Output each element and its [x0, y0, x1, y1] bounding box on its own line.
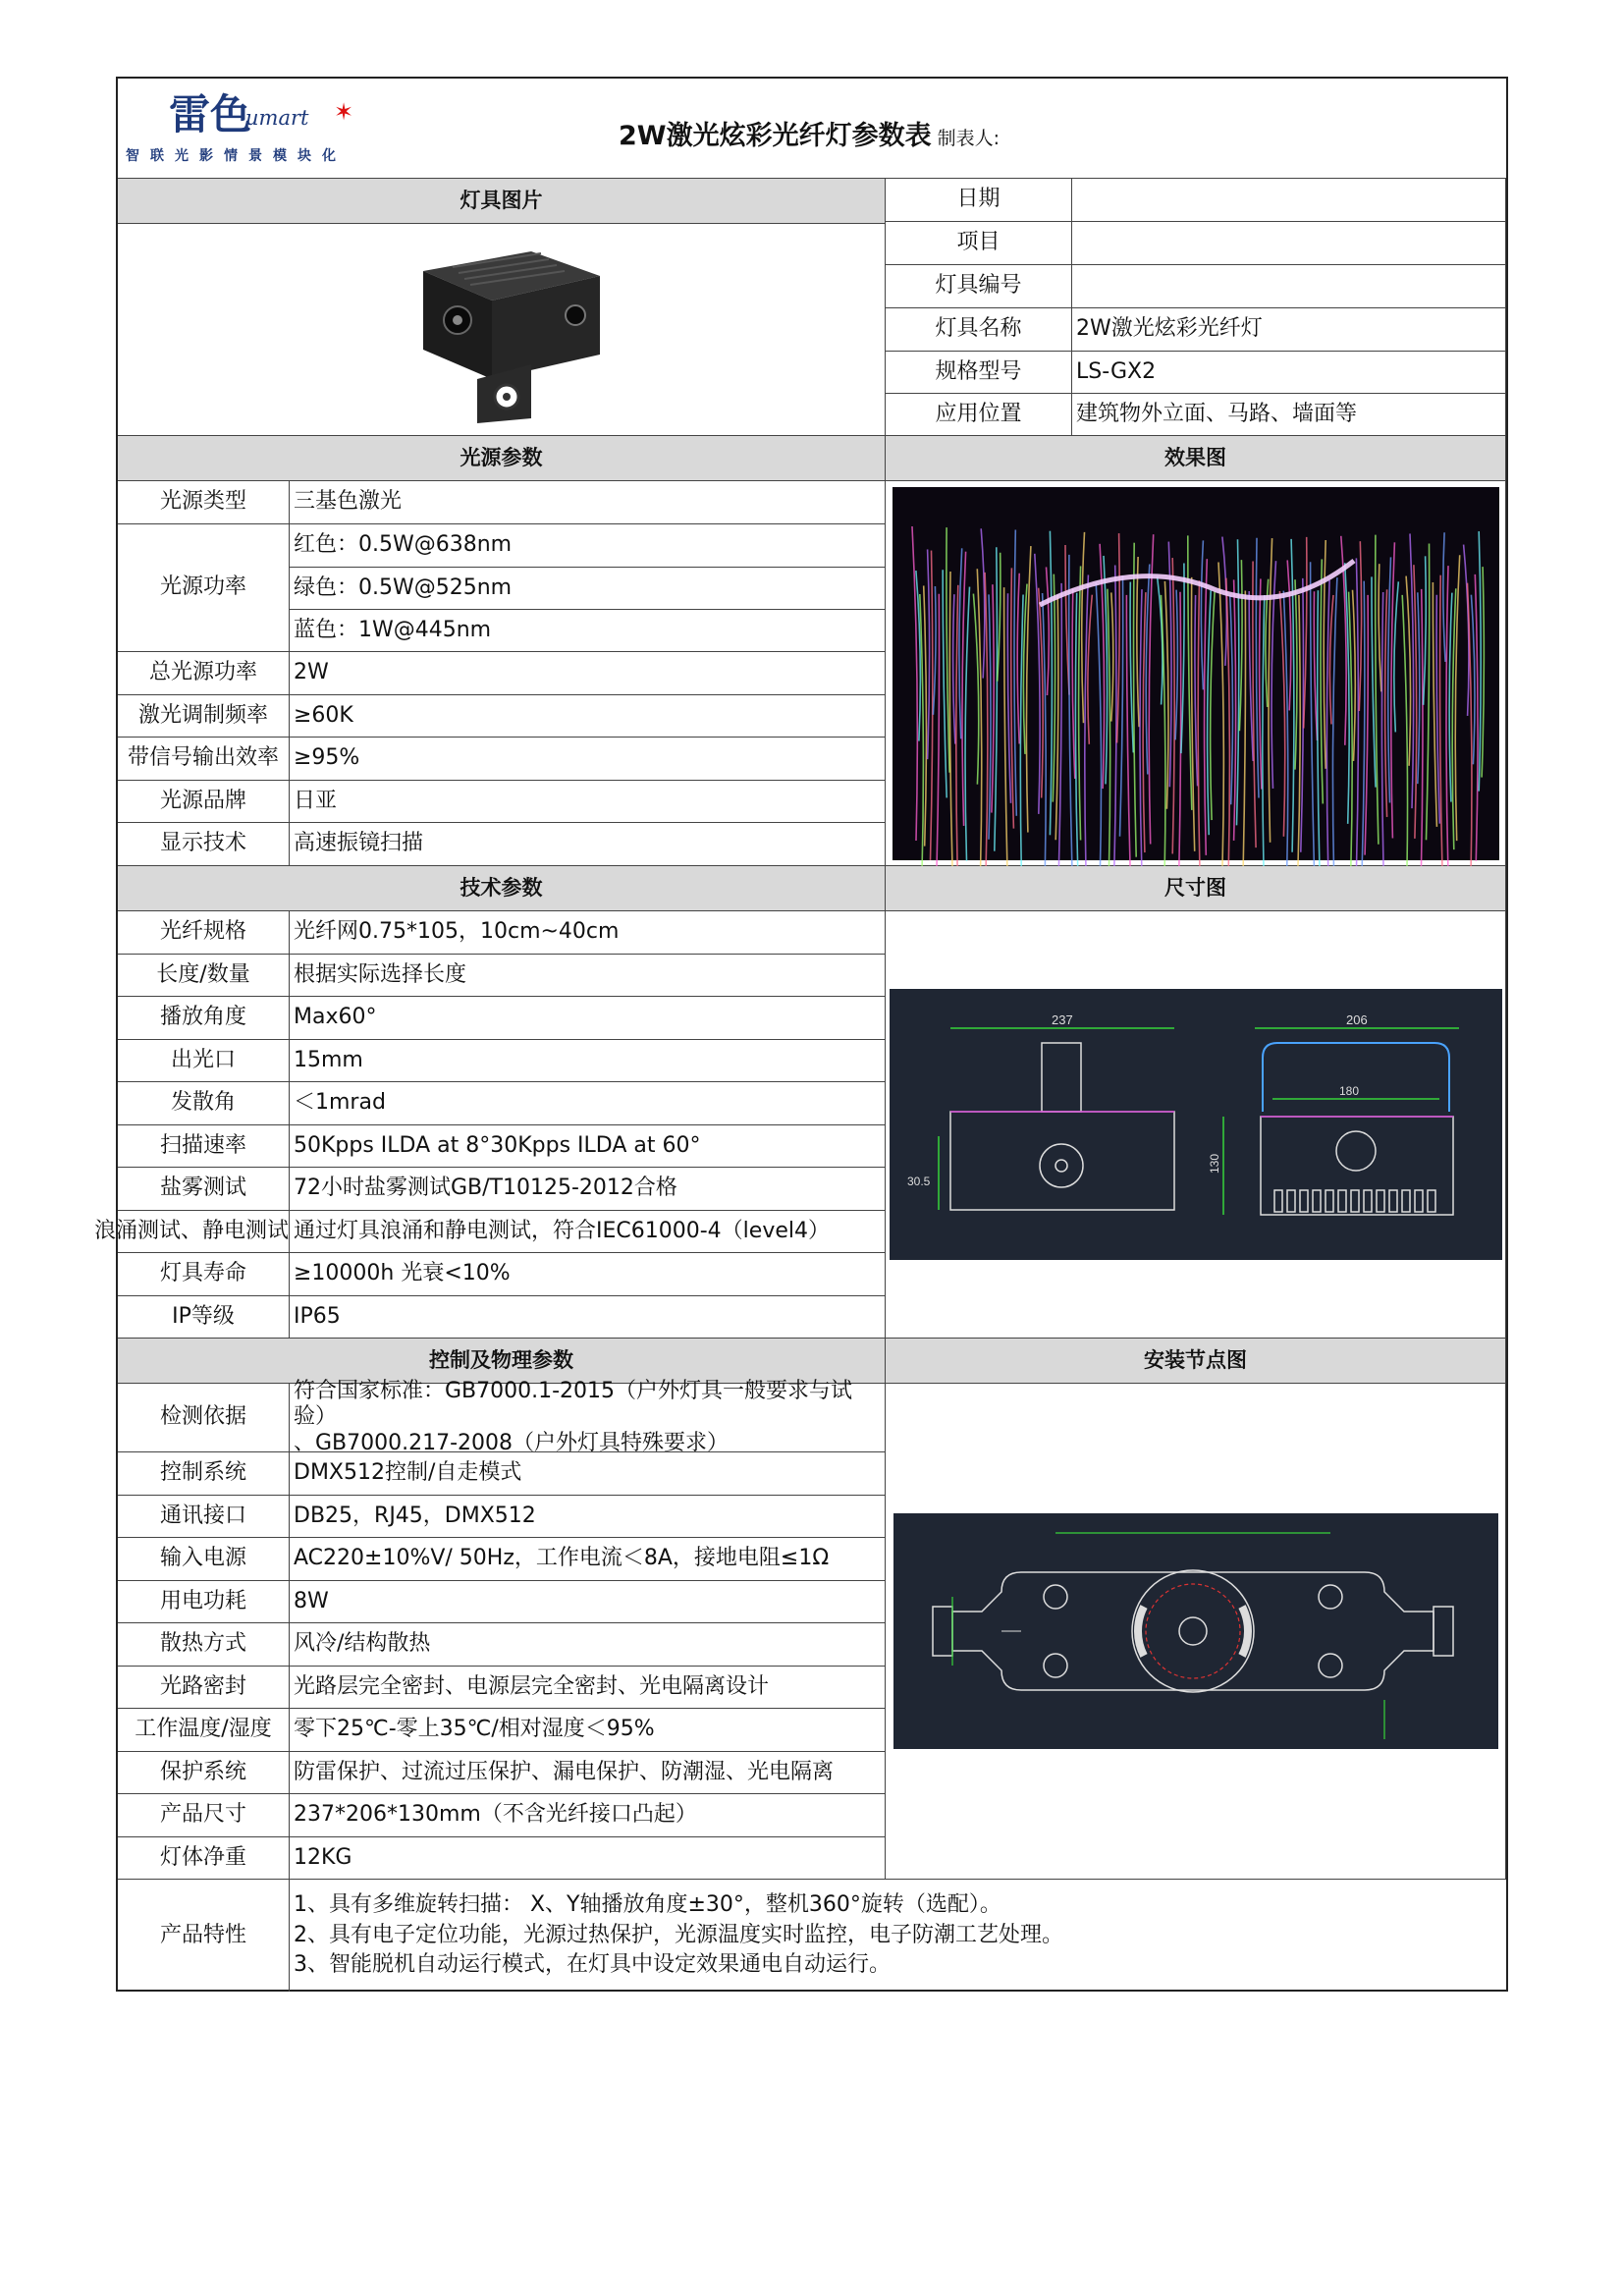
ls-label-1: 激光调制频率: [118, 695, 290, 738]
logo-english: umart: [245, 106, 309, 130]
feature-line-3: 3、智能脱机自动运行模式，在灯具中设定效果通电自动运行。: [294, 1952, 891, 1978]
ctrl-value-4: 风冷/结构散热: [290, 1623, 886, 1667]
light-source-header: 光源参数: [118, 436, 886, 481]
ls-label-4: 显示技术: [118, 823, 290, 866]
info-value-1: [1072, 222, 1506, 265]
ls-value-2: ≥95%: [290, 738, 886, 781]
dim-left-width: 237: [1051, 1012, 1073, 1027]
dim-inner-width: 180: [1338, 1084, 1359, 1098]
feature-line-2: 2、具有电子定位功能，光源过热保护，光源温度实时监控，电子防潮工艺处理。: [294, 1922, 1063, 1947]
tech-label-9: IP等级: [118, 1296, 290, 1339]
dim-height: 130: [1207, 1153, 1221, 1174]
tech-label-5: 扫描速率: [118, 1125, 290, 1168]
tech-label-1: 长度/数量: [118, 955, 290, 997]
install-node-drawing: [893, 1513, 1498, 1749]
ls-value-3: 日亚: [290, 781, 886, 823]
ctrl-value-3: 8W: [290, 1581, 886, 1623]
ctrl-value-0: DMX512控制/自走模式: [290, 1452, 886, 1496]
lamp-image-cell: [118, 224, 886, 436]
title-text: 2W激光炫彩光纤灯参数表: [619, 121, 932, 151]
tech-value-1: 根据实际选择长度: [290, 955, 886, 997]
spec-sheet: [93, 77, 1508, 1992]
technical-header: 技术参数: [118, 866, 886, 911]
tech-label-7: 浪涌测试、静电测试: [118, 1211, 290, 1253]
tech-label-4: 发散角: [118, 1082, 290, 1125]
lamp-product-image: [384, 232, 620, 428]
ctrl-value-9: 12KG: [290, 1837, 886, 1880]
dimension-header: 尺寸图: [886, 866, 1506, 911]
info-value-0: [1072, 179, 1506, 222]
author-label: 制表人:: [937, 128, 1000, 149]
tech-value-8: ≥10000h 光衰<10%: [290, 1253, 886, 1296]
install-header: 安装节点图: [886, 1339, 1506, 1384]
tech-value-5: 50Kpps ILDA at 8°30Kpps ILDA at 60°: [290, 1125, 886, 1168]
type-value: 三基色激光: [290, 481, 886, 524]
features-value: [290, 1880, 1506, 1992]
info-value-2: [1072, 265, 1506, 308]
power-value-red: 红色：0.5W@638nm: [290, 524, 886, 568]
tech-value-9: IP65: [290, 1296, 886, 1339]
ls-label-3: 光源品牌: [118, 781, 290, 823]
info-value-3: 2W激光炫彩光纤灯: [1072, 308, 1506, 352]
type-label: 光源类型: [118, 481, 290, 524]
page-title: [619, 114, 1000, 152]
title-row: [118, 79, 1506, 179]
star-icon: ✶: [334, 98, 354, 126]
ctrl-value-6: 零下25℃-零上35℃/相对湿度＜95%: [290, 1709, 886, 1752]
feature-line-1: 1、具有多维旋转扫描： X、Y轴播放角度±30°，整机360°旋转（选配）。: [294, 1891, 1001, 1917]
tech-value-4: ＜1mrad: [290, 1082, 886, 1125]
info-label-3: 灯具名称: [886, 308, 1072, 352]
ctrl-label-2: 输入电源: [118, 1538, 290, 1581]
tech-value-0: 光纤网0.75*105，10cm~40cm: [290, 911, 886, 955]
ctrl-label-6: 工作温度/湿度: [118, 1709, 290, 1752]
standard-value: [290, 1378, 886, 1455]
features-label: 产品特性: [118, 1880, 290, 1992]
tech-value-2: Max60°: [290, 997, 886, 1040]
effect-photo: [893, 487, 1499, 860]
ls-label-2: 带信号输出效率: [118, 738, 290, 781]
ctrl-label-9: 灯体净重: [118, 1837, 290, 1880]
tech-label-0: 光纤规格: [118, 911, 290, 955]
ctrl-label-3: 用电功耗: [118, 1581, 290, 1623]
ctrl-value-5: 光路层完全密封、电源层完全密封、光电隔离设计: [290, 1667, 886, 1709]
tech-label-8: 灯具寿命: [118, 1253, 290, 1296]
ls-value-1: ≥60K: [290, 695, 886, 738]
ctrl-label-0: 控制系统: [118, 1452, 290, 1496]
ctrl-value-2: AC220±10%V/ 50Hz，工作电流＜8A，接地电阻≤1Ω: [290, 1538, 886, 1581]
tech-label-2: 播放角度: [118, 997, 290, 1040]
info-value-4: LS-GX2: [1072, 352, 1506, 394]
effect-header: 效果图: [886, 436, 1506, 481]
standard-label: 检测依据: [118, 1384, 290, 1452]
control-header: 控制及物理参数: [118, 1339, 886, 1384]
tech-value-7: 通过灯具浪涌和静电测试，符合IEC61000-4（level4）: [290, 1211, 886, 1253]
ctrl-label-4: 散热方式: [118, 1623, 290, 1667]
ls-value-4: 高速振镜扫描: [290, 823, 886, 866]
tech-value-3: 15mm: [290, 1040, 886, 1082]
ctrl-value-7: 防雷保护、过流过压保护、漏电保护、防潮湿、光电隔离: [290, 1752, 886, 1794]
info-label-0: 日期: [886, 179, 1072, 222]
power-value-blue: 蓝色：1W@445nm: [290, 610, 886, 652]
logo-slogan: 智联光影情景模块化: [126, 148, 347, 164]
ctrl-label-7: 保护系统: [118, 1752, 290, 1794]
ctrl-label-1: 通讯接口: [118, 1496, 290, 1538]
dim-offset: 30.5: [906, 1175, 930, 1188]
install-drawing-cell: [886, 1384, 1506, 1880]
dimension-drawing-cell: [886, 911, 1506, 1339]
info-label-2: 灯具编号: [886, 265, 1072, 308]
power-label: 光源功率: [118, 524, 290, 652]
standard-line-1: 符合国家标准：GB7000.1-2015（户外灯具一般要求与试验）: [294, 1378, 853, 1430]
ls-value-0: 2W: [290, 652, 886, 695]
ctrl-label-8: 产品尺寸: [118, 1794, 290, 1837]
ctrl-value-8: 237*206*130mm（不含光纤接口凸起）: [290, 1794, 886, 1837]
tech-label-3: 出光口: [118, 1040, 290, 1082]
dimension-drawing: [890, 989, 1502, 1260]
standard-line-2: 、GB7000.217-2008（户外灯具特殊要求）: [294, 1430, 730, 1455]
power-value-green: 绿色：0.5W@525nm: [290, 568, 886, 610]
info-label-4: 规格型号: [886, 352, 1072, 394]
ls-label-0: 总光源功率: [118, 652, 290, 695]
logo-chinese: 雷色: [169, 90, 252, 138]
tech-value-6: 72小时盐雾测试GB/T10125-2012合格: [290, 1168, 886, 1211]
effect-image-cell: [886, 481, 1506, 866]
dim-right-width: 206: [1345, 1012, 1368, 1027]
info-label-5: 应用位置: [886, 394, 1072, 436]
tech-label-6: 盐雾测试: [118, 1168, 290, 1211]
ctrl-value-1: DB25，RJ45，DMX512: [290, 1496, 886, 1538]
ctrl-label-5: 光路密封: [118, 1667, 290, 1709]
info-label-1: 项目: [886, 222, 1072, 265]
info-value-5: 建筑物外立面、马路、墙面等: [1072, 394, 1506, 436]
image-header: 灯具图片: [118, 179, 886, 224]
